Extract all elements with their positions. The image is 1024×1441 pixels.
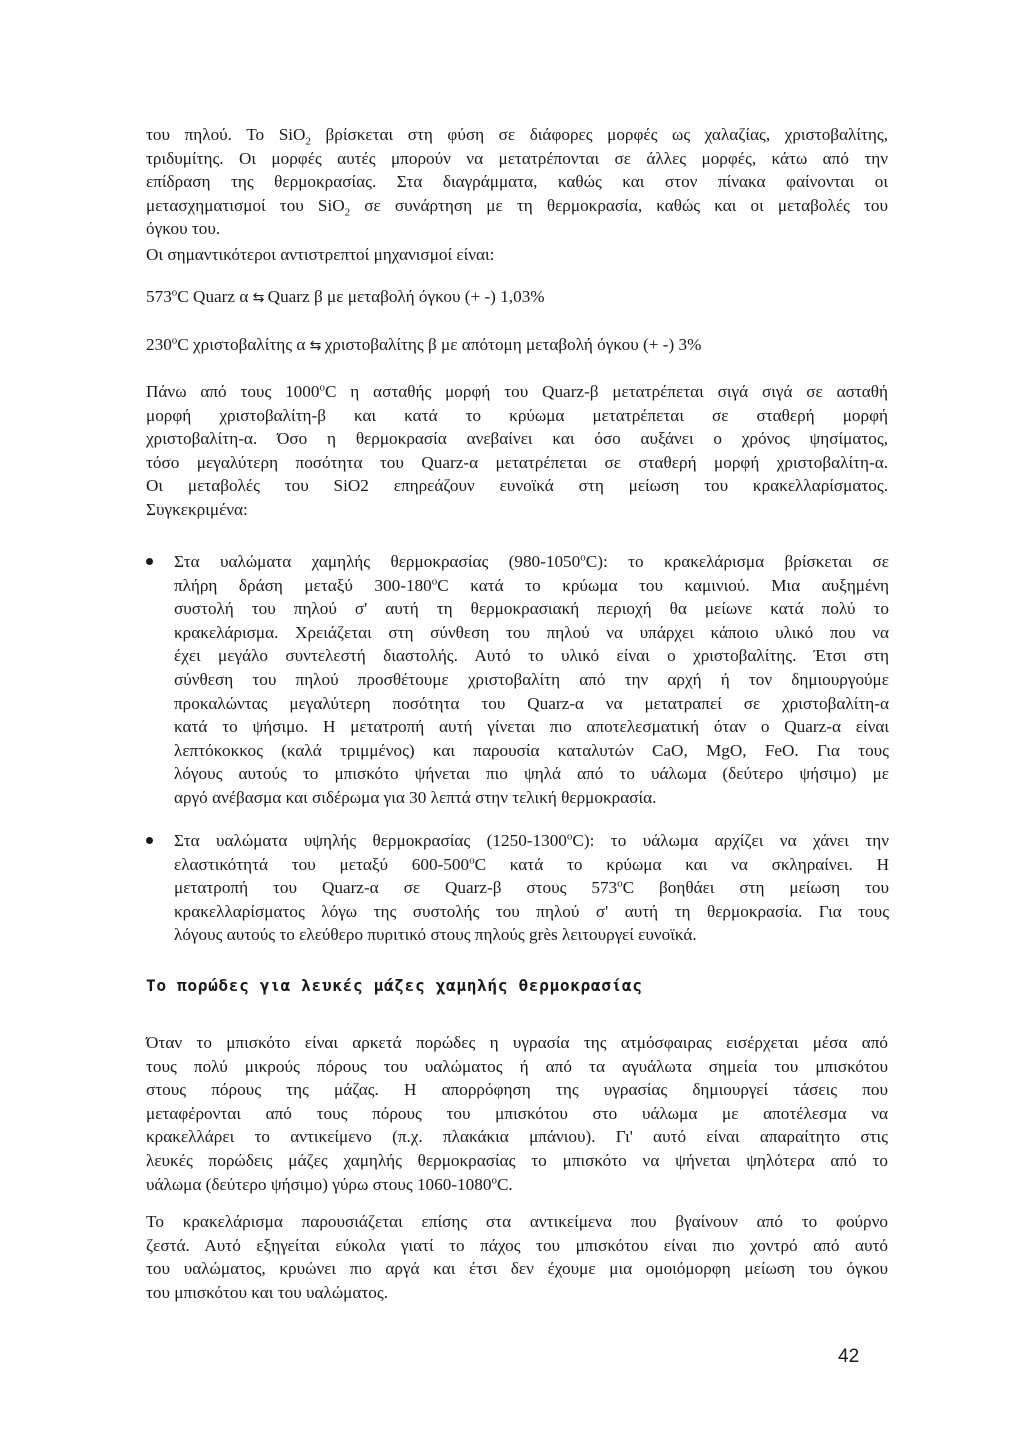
text-run: C κατά το κρύωμα και να σκληραίνει. Η [474,854,889,874]
text-run: Πάνω από τους 1000 [146,382,320,401]
text-line: επίδραση της θερμοκρασίας. Στα διαγράμματα, καθώς και στον πίνακα φαίνονται οι [146,172,888,192]
text-line: λόγους αυτούς το ελεύθερο πυριτικό στους πηλούς grès λειτουργεί ευνοϊκά. [174,925,697,945]
text-line: λόγους αυτούς το μπισκότο ψήνεται πιο ψηλά από το υάλωμα (δεύτερο ψήσιμο) με [174,764,889,784]
text-line: Το κρακελάρισμα παρουσιάζεται επίσης στα αντικείμενα που βγαίνουν από το φούρνο [146,1212,888,1231]
degree-superscript: o [171,286,178,299]
text-run: ελαστικότητά του μεταξύ 600-500 [174,854,470,874]
equation-right: χριστοβαλίτης β με απότομη μεταβολή όγκου (+ -) 3% [320,335,702,354]
text-line: κρακελλαρίσματος λόγω της συστολής του πηλού σ' αυτή τη θερμοκρασία. Για τους [174,901,889,921]
text-line: λεπτόκοκκος (καλά τριμμένος) και παρουσία καταλυτών CaO, MgO, FeO. Για τους [174,740,889,760]
degree-superscript: o [617,877,623,890]
text-line: σύνθεση του πηλού προσθέτουμε χριστοβαλίτη από την αρχή ή τον δημιουργούμε [174,669,889,689]
text-line: του μπισκότου και του υαλώματος. [146,1282,389,1302]
text-line: κρακελάρισμα. Χρειάζεται στη σύνθεση του πηλού να υπάρχει κάποιο υλικό που να [174,622,889,642]
text-run: σε συνάρτηση με τη θερμοκρασία, καθώς και οι μεταβολές του [350,195,888,215]
equation-right: Quarz β με μεταβολή όγκου (+ -) 1,03% [263,287,545,306]
text-line: τόσο μεγαλύτερη ποσότητα του Quarz-α μετατρέπεται σε σταθερή μορφή χριστοβαλίτη-α. [146,452,888,472]
text-line: τριδυμίτης. Οι μορφές αυτές μπορούν να μετατρέπονται σε άλλες μορφές, κάτω από την [146,148,888,168]
paragraph-sio2-forms [146,123,888,241]
page-number: 42 [838,1346,860,1367]
equation-left: C Quarz α [177,287,253,306]
bullet-icon [146,837,153,844]
text-line: του υαλώματος, κρυώνει πιο αργά και έτσι δεν έχουμε μια ομοιόμορφη μείωση του όγκου [146,1259,888,1279]
text-line: κρακελλάρει το αντικείμενο (π.χ. πλακάκια μπάνιου). Γι' αυτό είναι απαραίτητο στις [146,1127,888,1147]
degree-superscript: o [431,574,438,587]
text-run: C η ασταθής μορφή του Quarz-β μετατρέπεται σιγά σιγά σε ασταθή [324,382,888,401]
degree-superscript: o [491,1173,497,1186]
text-run: C): το κρακελάρισμα βρίσκεται σε [585,552,889,571]
text-line: ζεστά. Αυτό εξηγείται εύκολα γιατί το πάχος του μπισκότου είναι πιο χοντρό από αυτό [146,1235,888,1255]
text-run: Στα υαλώματα χαμηλής θερμοκρασίας (980-1050 [174,552,581,571]
section-heading: Το πορώδες για λευκές μάζες χαμηλής θερμοκρασίας [146,976,643,995]
text-line: λευκές πορώδεις μάζες χαμηλής θερμοκρασίας το μπισκότο να ψήνεται ψηλότερα από το [146,1150,888,1170]
text-run: C κατά το κρύωμα του καμινιού. Μια αυξημένη [437,575,889,595]
bullet-icon [146,558,153,565]
text-run: του πηλού. Το SiO [146,125,306,144]
text-line: Όταν το μπισκότο είναι αρκετά πορώδες η υγρασία της ατμόσφαιρας εισέρχεται μέσα από [146,1033,888,1052]
text-line: μεταφέρονται από τους πόρους του μπισκότου στο υάλωμα με αποτέλεσμα να [146,1103,888,1123]
equation-quarz-transition [146,287,545,307]
degree-superscript: o [319,381,325,394]
text-run: πλήρη δράση μεταξύ 300-180 [174,575,432,595]
text-line: αργό ανέβασμα και σιδέρωμα για 30 λεπτά στην τελική θερμοκρασία. [174,787,657,807]
degree-superscript: o [566,830,573,843]
text-run: υάλωμα (δεύτερο ψήσιμο) γύρω στους 1060-1080 [146,1174,492,1194]
text-line: κατά το ψήσιμο. Η μετατροπή αυτή γίνεται πιο αποτελεσματική όταν ο Quarz-α είναι [174,717,889,737]
text-line: συστολή του πηλού σ' αυτή τη θερμοκρασιακή περιοχή θα μείωνε κατά πολύ το [174,599,889,619]
text-line: έχει μεγάλο συντελεστή διαστολής. Αυτό το υλικό είναι ο χριστοβαλίτης. Έτσι στη [174,646,889,666]
text-line: στους πόρους της μάζας. Η απορρόφηση της υγρασίας δημιουργεί τάσεις που [146,1080,888,1100]
text-run: Στα υαλώματα υψηλής θερμοκρασίας (1250-1300 [174,831,567,850]
degree-superscript: o [580,551,586,564]
equation-left: C χριστοβαλίτης α [177,335,310,354]
degree-superscript: o [171,334,178,347]
bullet-text-high-temperature [174,829,889,947]
text-run: C): το υάλωμα αρχίζει να χάνει την [572,831,890,850]
text-run: μετατροπή του Quarz-α σε Quarz-β στους 573 [174,878,618,898]
equation-cristobalite-transition [146,335,701,355]
text-line: Οι μεταβολές του SiO2 επηρεάζουν ευνοϊκά στη μείωση του κρακελλαρίσματος. [146,476,888,496]
paragraph-hot-removal [146,1210,888,1304]
text-run: βρίσκεται στη φύση σε διάφορες μορφές ως χαλαζίας, χριστοβαλίτης, [310,125,888,144]
paragraph-mechanisms-intro: Οι σημαντικότεροι αντιστρεπτοί μηχανισμοί είναι: [146,245,495,264]
text-line: τους πολύ μικρούς πόρους του υαλώματος ή από τα αγυάλωτα σημεία του μπισκότου [146,1056,888,1076]
text-run: C βοηθάει στη μείωση του [622,878,889,898]
paragraph-high-temperature [146,380,888,522]
text-line: χριστοβαλίτη-α. Όσο η θερμοκρασία ανεβαίνει και όσο αυξάνει ο χρόνος ψησίματος, [146,429,888,449]
text-line: προκαλώντας μεγαλύτερη ποσότητα του Quarz-α να μετατραπεί σε χριστοβαλίτη-α [174,693,889,713]
text-line: όγκου του. [146,219,221,239]
text-line: μορφή χριστοβαλίτη-β και κατά το κρύωμα μετατρέπεται σε σταθερή μορφή [146,405,888,425]
degree-superscript: o [469,853,475,866]
temperature-value: 230 [146,335,172,354]
temperature-value: 573 [146,287,172,306]
text-line: Συγκεκριμένα: [146,499,248,519]
subscript: 2 [344,206,351,219]
paragraph-porosity [146,1031,888,1196]
reversible-arrow-icon: ⇆ [252,290,264,306]
reversible-arrow-icon: ⇆ [309,338,321,354]
subscript: 2 [305,135,311,148]
bullet-text-low-temperature [174,550,889,810]
text-run: μετασχηματισμοί του SiO [146,195,345,215]
text-run: C. [496,1174,513,1194]
